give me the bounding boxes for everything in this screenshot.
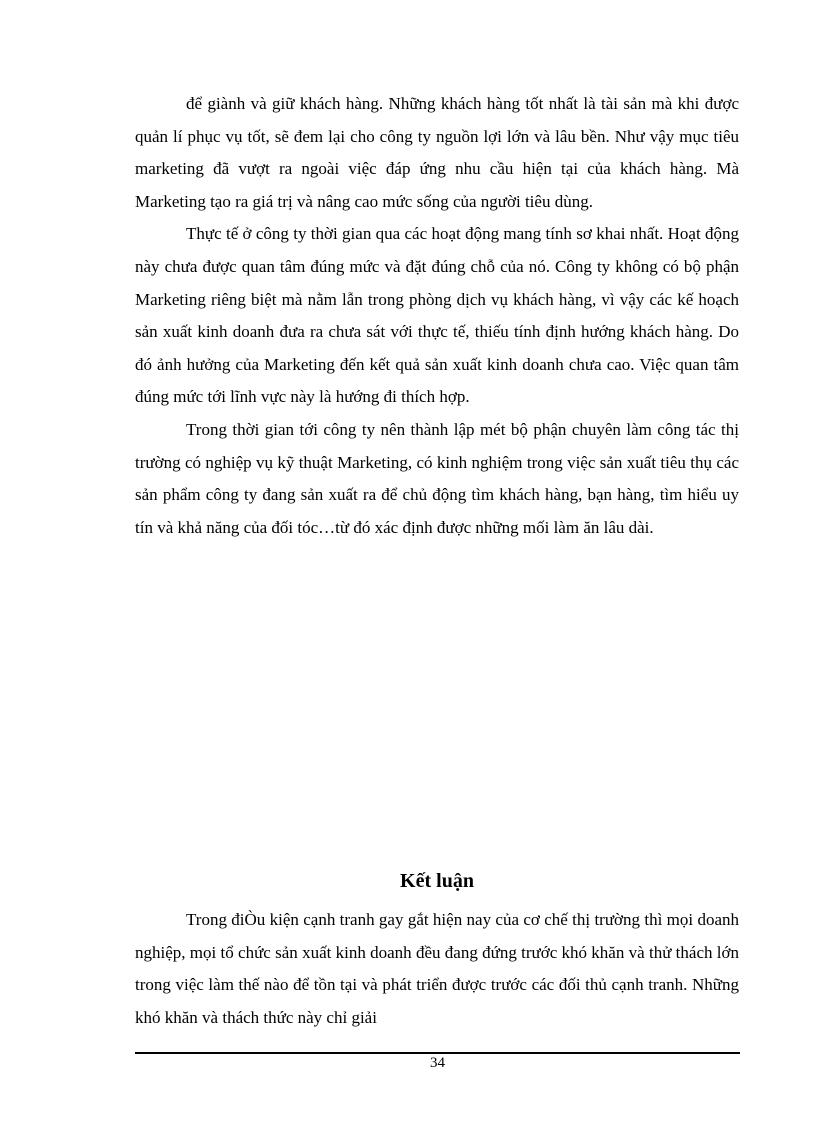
conclusion-heading: Kết luận <box>400 870 474 892</box>
paragraph-2: Thực tế ở công ty thời gian qua các hoạt động mang tính sơ khai nhất. Hoạt động này chưa được quan tâm đúng mức và đặt đúng chỗ của nó. Công ty không có bộ phận Marketing riêng biệt mà nằm lẫn trong phòng dịch vụ khách hàng, vì vậy các kế hoạch sản xuất kinh doanh đưa ra chưa sát với thực tế, thiếu tính định hướng khách hàng. Do đó ảnh hưởng của Marketing đến kết quả sản xuất kinh doanh chưa cao. Việc quan tâm đúng mức tới lĩnh vực này là hướng đi thích hợp. <box>135 224 739 407</box>
body-text <box>135 88 739 544</box>
conclusion-section <box>135 904 739 1034</box>
conclusion-paragraph: Trong điÒu kiện cạnh tranh gay gắt hiện nay của cơ chế thị trường thì mọi doanh nghiệp, mọi tổ chức sản xuất kinh doanh đều đang đứng trước khó khăn và thử thách lớn trong việc làm thế nào để tồn tại và phát triển được trước các đối thủ cạnh tranh. Những khó khăn và thách thức này chỉ giải <box>135 910 739 1027</box>
page-number: 34 <box>430 1055 445 1071</box>
footer-rule <box>135 1052 740 1054</box>
paragraph-3: Trong thời gian tới công ty nên thành lập mét bộ phận chuyên làm công tác thị trường có nghiệp vụ kỹ thuật Marketing, có kinh nghiệm trong việc sản xuất tiêu thụ các sản phẩm công ty đang sản xuất ra để chủ động tìm khách hàng, bạn hàng, tìm hiểu uy tín và khả năng của đối tóc…từ đó xác định được những mối làm ăn lâu dài. <box>135 419 739 537</box>
paragraph-1: để giành và giữ khách hàng. Những khách hàng tốt nhất là tài sản mà khi được quản lí phục vụ tốt, sẽ đem lại cho công ty nguồn lợi lớn và lâu bền. Như vậy mục tiêu marketing đã vượt ra ngoài việc đáp ứng nhu cầu hiện tại của khách hàng. Mà Marketing tạo ra giá trị và nâng cao mức sống của người tiêu dùng. <box>135 94 739 211</box>
